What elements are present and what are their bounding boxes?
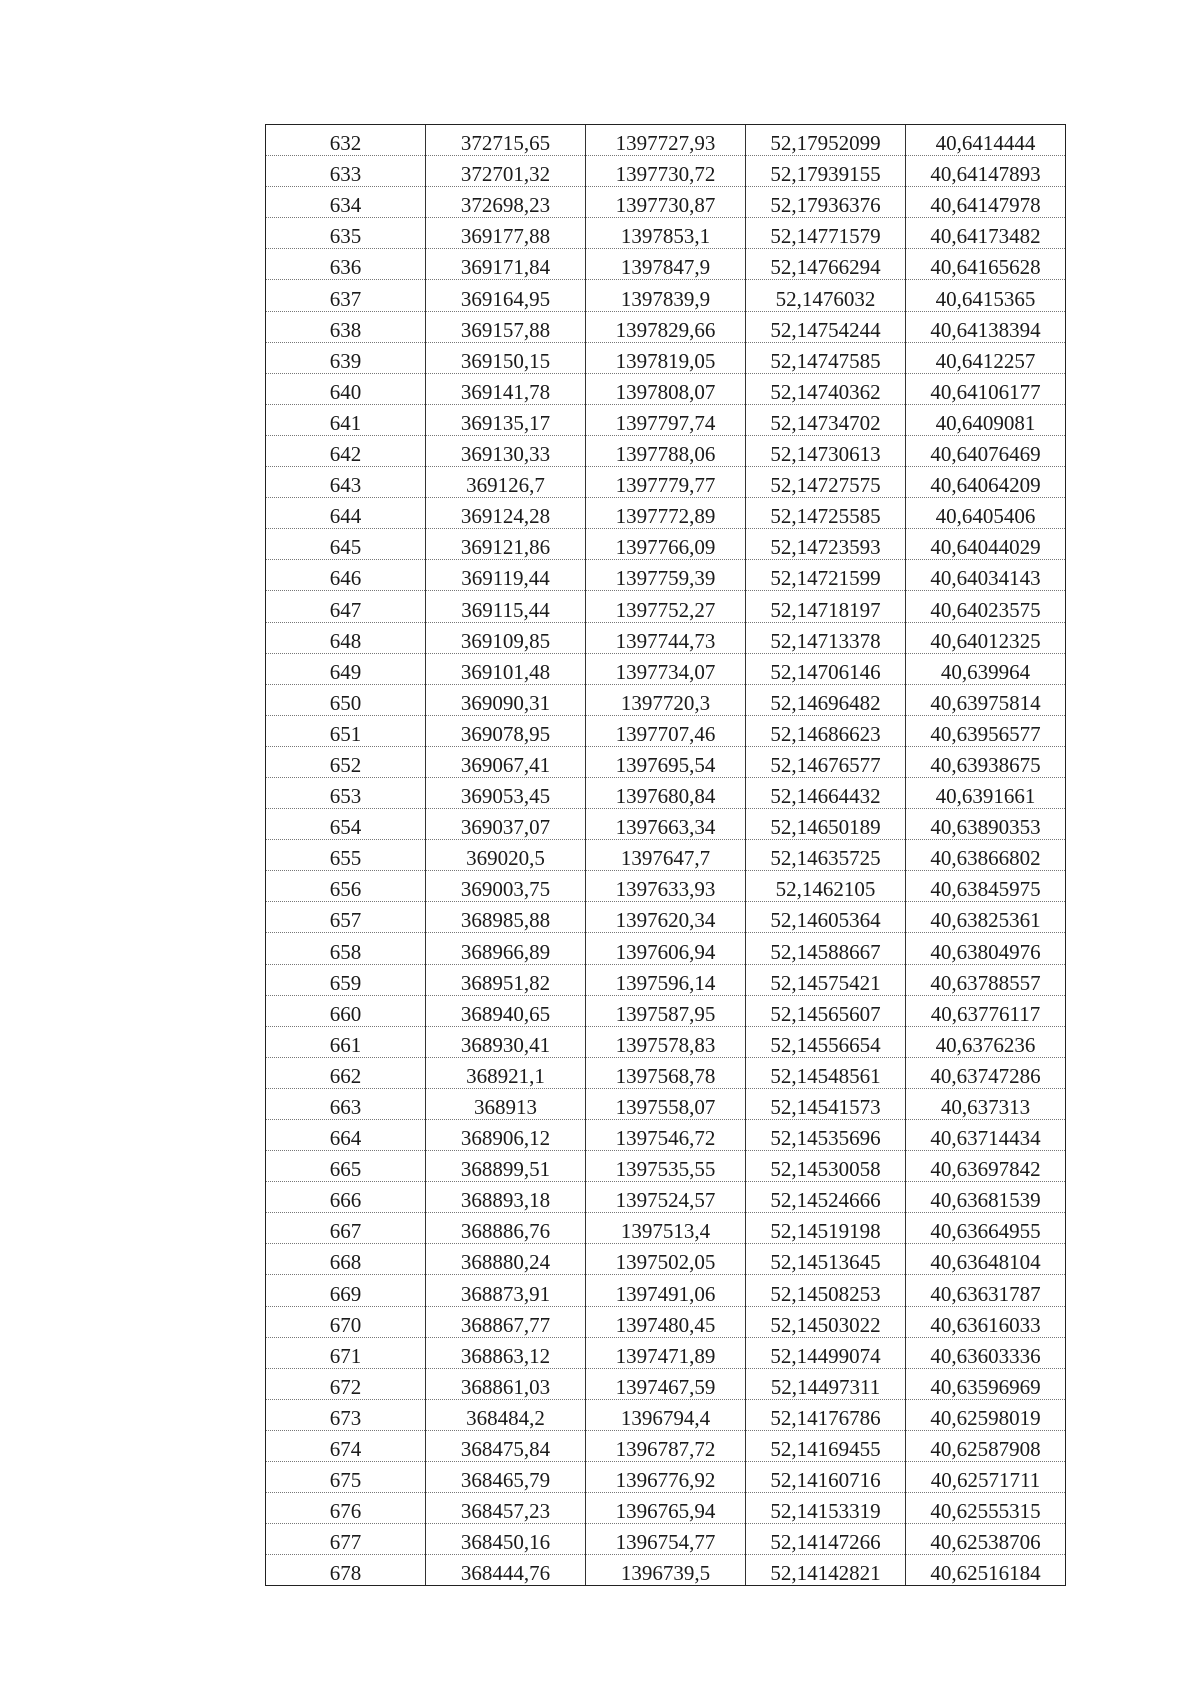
table-row: [266, 404, 1066, 435]
y-coordinate-cell: 1397839,9: [586, 280, 746, 311]
point-number-cell: 649: [266, 653, 426, 684]
longitude-cell: 40,63890353: [906, 809, 1066, 840]
table-row: [266, 1120, 1066, 1151]
y-coordinate-cell: 1396754,77: [586, 1524, 746, 1555]
table-row: [266, 840, 1066, 871]
x-coordinate-cell: 368465,79: [426, 1462, 586, 1493]
table-row: [266, 933, 1066, 964]
longitude-cell: 40,62571711: [906, 1462, 1066, 1493]
table-row: [266, 1026, 1066, 1057]
x-coordinate-cell: 369171,84: [426, 249, 586, 280]
table-row: [266, 622, 1066, 653]
x-coordinate-cell: 368940,65: [426, 995, 586, 1026]
y-coordinate-cell: 1397596,14: [586, 964, 746, 995]
longitude-cell: 40,63975814: [906, 684, 1066, 715]
table-row: [266, 498, 1066, 529]
y-coordinate-cell: 1397788,06: [586, 435, 746, 466]
longitude-cell: 40,6415365: [906, 280, 1066, 311]
point-number-cell: 677: [266, 1524, 426, 1555]
table-row: [266, 467, 1066, 498]
table-row: [266, 777, 1066, 808]
y-coordinate-cell: 1397720,3: [586, 684, 746, 715]
x-coordinate-cell: 368893,18: [426, 1182, 586, 1213]
table-row: [266, 871, 1066, 902]
x-coordinate-cell: 369115,44: [426, 591, 586, 622]
latitude-cell: 52,14730613: [746, 435, 906, 466]
latitude-cell: 52,17939155: [746, 156, 906, 187]
latitude-cell: 52,14664432: [746, 777, 906, 808]
x-coordinate-cell: 369003,75: [426, 871, 586, 902]
table-row: [266, 435, 1066, 466]
point-number-cell: 656: [266, 871, 426, 902]
point-number-cell: 634: [266, 187, 426, 218]
x-coordinate-cell: 368886,76: [426, 1213, 586, 1244]
point-number-cell: 650: [266, 684, 426, 715]
y-coordinate-cell: 1397730,72: [586, 156, 746, 187]
latitude-cell: 52,14153319: [746, 1493, 906, 1524]
table-row: [266, 715, 1066, 746]
point-number-cell: 667: [266, 1213, 426, 1244]
y-coordinate-cell: 1397752,27: [586, 591, 746, 622]
table-row: [266, 809, 1066, 840]
x-coordinate-cell: 368450,16: [426, 1524, 586, 1555]
table-row: [266, 746, 1066, 777]
latitude-cell: 52,14513645: [746, 1244, 906, 1275]
point-number-cell: 639: [266, 342, 426, 373]
table-row: [266, 249, 1066, 280]
point-number-cell: 669: [266, 1275, 426, 1306]
longitude-cell: 40,63714434: [906, 1120, 1066, 1151]
y-coordinate-cell: 1396765,94: [586, 1493, 746, 1524]
x-coordinate-cell: 369164,95: [426, 280, 586, 311]
y-coordinate-cell: 1396787,72: [586, 1430, 746, 1461]
y-coordinate-cell: 1397633,93: [586, 871, 746, 902]
latitude-cell: 52,14499074: [746, 1337, 906, 1368]
point-number-cell: 646: [266, 560, 426, 591]
longitude-cell: 40,639964: [906, 653, 1066, 684]
y-coordinate-cell: 1397513,4: [586, 1213, 746, 1244]
latitude-cell: 52,14176786: [746, 1399, 906, 1430]
longitude-cell: 40,63845975: [906, 871, 1066, 902]
x-coordinate-cell: 369150,15: [426, 342, 586, 373]
longitude-cell: 40,64106177: [906, 373, 1066, 404]
y-coordinate-cell: 1397707,46: [586, 715, 746, 746]
latitude-cell: 52,14497311: [746, 1368, 906, 1399]
y-coordinate-cell: 1397568,78: [586, 1057, 746, 1088]
longitude-cell: 40,63938675: [906, 746, 1066, 777]
x-coordinate-cell: 368880,24: [426, 1244, 586, 1275]
point-number-cell: 645: [266, 529, 426, 560]
point-number-cell: 673: [266, 1399, 426, 1430]
table-row: [266, 653, 1066, 684]
point-number-cell: 676: [266, 1493, 426, 1524]
y-coordinate-cell: 1397744,73: [586, 622, 746, 653]
x-coordinate-cell: 368985,88: [426, 902, 586, 933]
x-coordinate-cell: 369101,48: [426, 653, 586, 684]
table-row: [266, 1057, 1066, 1088]
x-coordinate-cell: 368951,82: [426, 964, 586, 995]
y-coordinate-cell: 1397663,34: [586, 809, 746, 840]
longitude-cell: 40,64012325: [906, 622, 1066, 653]
latitude-cell: 52,14740362: [746, 373, 906, 404]
table-row: [266, 218, 1066, 249]
point-number-cell: 658: [266, 933, 426, 964]
point-number-cell: 670: [266, 1306, 426, 1337]
longitude-cell: 40,64023575: [906, 591, 1066, 622]
y-coordinate-cell: 1396794,4: [586, 1399, 746, 1430]
table-row: [266, 280, 1066, 311]
x-coordinate-cell: 368966,89: [426, 933, 586, 964]
latitude-cell: 52,14747585: [746, 342, 906, 373]
y-coordinate-cell: 1397808,07: [586, 373, 746, 404]
longitude-cell: 40,64147893: [906, 156, 1066, 187]
x-coordinate-cell: 369109,85: [426, 622, 586, 653]
y-coordinate-cell: 1397606,94: [586, 933, 746, 964]
y-coordinate-cell: 1397730,87: [586, 187, 746, 218]
table-row: [266, 1337, 1066, 1368]
longitude-cell: 40,63596969: [906, 1368, 1066, 1399]
y-coordinate-cell: 1397502,05: [586, 1244, 746, 1275]
x-coordinate-cell: 369067,41: [426, 746, 586, 777]
latitude-cell: 52,1476032: [746, 280, 906, 311]
x-coordinate-cell: 369121,86: [426, 529, 586, 560]
point-number-cell: 648: [266, 622, 426, 653]
latitude-cell: 52,17952099: [746, 125, 906, 156]
latitude-cell: 52,14771579: [746, 218, 906, 249]
table-row: [266, 125, 1066, 156]
x-coordinate-cell: 372698,23: [426, 187, 586, 218]
y-coordinate-cell: 1397647,7: [586, 840, 746, 871]
x-coordinate-cell: 368873,91: [426, 1275, 586, 1306]
latitude-cell: 52,14535696: [746, 1120, 906, 1151]
point-number-cell: 668: [266, 1244, 426, 1275]
table-row: [266, 342, 1066, 373]
latitude-cell: 52,14727575: [746, 467, 906, 498]
point-number-cell: 675: [266, 1462, 426, 1493]
latitude-cell: 52,14721599: [746, 560, 906, 591]
longitude-cell: 40,64034143: [906, 560, 1066, 591]
longitude-cell: 40,63664955: [906, 1213, 1066, 1244]
point-number-cell: 640: [266, 373, 426, 404]
x-coordinate-cell: 369090,31: [426, 684, 586, 715]
latitude-cell: 52,14147266: [746, 1524, 906, 1555]
table-row: [266, 311, 1066, 342]
longitude-cell: 40,63631787: [906, 1275, 1066, 1306]
x-coordinate-cell: 372701,32: [426, 156, 586, 187]
point-number-cell: 657: [266, 902, 426, 933]
coordinates-table-body: [266, 125, 1066, 1586]
point-number-cell: 653: [266, 777, 426, 808]
point-number-cell: 659: [266, 964, 426, 995]
latitude-cell: 52,14508253: [746, 1275, 906, 1306]
table-row: [266, 156, 1066, 187]
table-row: [266, 560, 1066, 591]
point-number-cell: 636: [266, 249, 426, 280]
latitude-cell: 52,14541573: [746, 1088, 906, 1119]
longitude-cell: 40,63648104: [906, 1244, 1066, 1275]
table-row: [266, 964, 1066, 995]
x-coordinate-cell: 368863,12: [426, 1337, 586, 1368]
x-coordinate-cell: 372715,65: [426, 125, 586, 156]
x-coordinate-cell: 369124,28: [426, 498, 586, 529]
point-number-cell: 671: [266, 1337, 426, 1368]
table-row: [266, 684, 1066, 715]
point-number-cell: 652: [266, 746, 426, 777]
point-number-cell: 662: [266, 1057, 426, 1088]
latitude-cell: 52,1462105: [746, 871, 906, 902]
longitude-cell: 40,62587908: [906, 1430, 1066, 1461]
x-coordinate-cell: 369119,44: [426, 560, 586, 591]
y-coordinate-cell: 1397829,66: [586, 311, 746, 342]
point-number-cell: 644: [266, 498, 426, 529]
x-coordinate-cell: 369157,88: [426, 311, 586, 342]
table-row: [266, 1368, 1066, 1399]
point-number-cell: 678: [266, 1555, 426, 1586]
table-row: [266, 1399, 1066, 1430]
latitude-cell: 52,14723593: [746, 529, 906, 560]
y-coordinate-cell: 1397727,93: [586, 125, 746, 156]
point-number-cell: 647: [266, 591, 426, 622]
longitude-cell: 40,63825361: [906, 902, 1066, 933]
y-coordinate-cell: 1397524,57: [586, 1182, 746, 1213]
point-number-cell: 635: [266, 218, 426, 249]
x-coordinate-cell: 369037,07: [426, 809, 586, 840]
longitude-cell: 40,63788557: [906, 964, 1066, 995]
longitude-cell: 40,64044029: [906, 529, 1066, 560]
x-coordinate-cell: 369130,33: [426, 435, 586, 466]
y-coordinate-cell: 1397847,9: [586, 249, 746, 280]
table-row: [266, 1462, 1066, 1493]
y-coordinate-cell: 1397819,05: [586, 342, 746, 373]
longitude-cell: 40,64147978: [906, 187, 1066, 218]
longitude-cell: 40,6405406: [906, 498, 1066, 529]
x-coordinate-cell: 368475,84: [426, 1430, 586, 1461]
y-coordinate-cell: 1396739,5: [586, 1555, 746, 1586]
latitude-cell: 52,14676577: [746, 746, 906, 777]
latitude-cell: 52,14575421: [746, 964, 906, 995]
longitude-cell: 40,63697842: [906, 1151, 1066, 1182]
latitude-cell: 52,14686623: [746, 715, 906, 746]
y-coordinate-cell: 1397759,39: [586, 560, 746, 591]
point-number-cell: 666: [266, 1182, 426, 1213]
x-coordinate-cell: 368457,23: [426, 1493, 586, 1524]
point-number-cell: 664: [266, 1120, 426, 1151]
table-row: [266, 1524, 1066, 1555]
y-coordinate-cell: 1397491,06: [586, 1275, 746, 1306]
table-row: [266, 1275, 1066, 1306]
latitude-cell: 52,14169455: [746, 1430, 906, 1461]
longitude-cell: 40,62555315: [906, 1493, 1066, 1524]
x-coordinate-cell: 368930,41: [426, 1026, 586, 1057]
x-coordinate-cell: 368906,12: [426, 1120, 586, 1151]
y-coordinate-cell: 1396776,92: [586, 1462, 746, 1493]
y-coordinate-cell: 1397797,74: [586, 404, 746, 435]
point-number-cell: 655: [266, 840, 426, 871]
point-number-cell: 638: [266, 311, 426, 342]
y-coordinate-cell: 1397680,84: [586, 777, 746, 808]
table-row: [266, 529, 1066, 560]
table-row: [266, 995, 1066, 1026]
latitude-cell: 52,14503022: [746, 1306, 906, 1337]
latitude-cell: 52,14734702: [746, 404, 906, 435]
point-number-cell: 674: [266, 1430, 426, 1461]
table-row: [266, 1151, 1066, 1182]
latitude-cell: 52,17936376: [746, 187, 906, 218]
y-coordinate-cell: 1397695,54: [586, 746, 746, 777]
y-coordinate-cell: 1397587,95: [586, 995, 746, 1026]
longitude-cell: 40,6409081: [906, 404, 1066, 435]
point-number-cell: 665: [266, 1151, 426, 1182]
point-number-cell: 651: [266, 715, 426, 746]
longitude-cell: 40,63616033: [906, 1306, 1066, 1337]
table-row: [266, 1555, 1066, 1586]
latitude-cell: 52,14530058: [746, 1151, 906, 1182]
x-coordinate-cell: 368913: [426, 1088, 586, 1119]
point-number-cell: 660: [266, 995, 426, 1026]
point-number-cell: 663: [266, 1088, 426, 1119]
longitude-cell: 40,64138394: [906, 311, 1066, 342]
longitude-cell: 40,637313: [906, 1088, 1066, 1119]
table-row: [266, 373, 1066, 404]
longitude-cell: 40,63804976: [906, 933, 1066, 964]
longitude-cell: 40,6376236: [906, 1026, 1066, 1057]
latitude-cell: 52,14725585: [746, 498, 906, 529]
coordinates-table: [265, 124, 1066, 1586]
y-coordinate-cell: 1397480,45: [586, 1306, 746, 1337]
y-coordinate-cell: 1397546,72: [586, 1120, 746, 1151]
latitude-cell: 52,14605364: [746, 902, 906, 933]
point-number-cell: 642: [266, 435, 426, 466]
table-row: [266, 1306, 1066, 1337]
table-row: [266, 591, 1066, 622]
longitude-cell: 40,63776117: [906, 995, 1066, 1026]
longitude-cell: 40,62516184: [906, 1555, 1066, 1586]
point-number-cell: 643: [266, 467, 426, 498]
x-coordinate-cell: 368444,76: [426, 1555, 586, 1586]
y-coordinate-cell: 1397535,55: [586, 1151, 746, 1182]
x-coordinate-cell: 368484,2: [426, 1399, 586, 1430]
table-row: [266, 1088, 1066, 1119]
point-number-cell: 661: [266, 1026, 426, 1057]
x-coordinate-cell: 369078,95: [426, 715, 586, 746]
y-coordinate-cell: 1397471,89: [586, 1337, 746, 1368]
longitude-cell: 40,6414444: [906, 125, 1066, 156]
longitude-cell: 40,6412257: [906, 342, 1066, 373]
table-row: [266, 1213, 1066, 1244]
longitude-cell: 40,63866802: [906, 840, 1066, 871]
table-row: [266, 1244, 1066, 1275]
point-number-cell: 641: [266, 404, 426, 435]
longitude-cell: 40,64064209: [906, 467, 1066, 498]
y-coordinate-cell: 1397853,1: [586, 218, 746, 249]
latitude-cell: 52,14548561: [746, 1057, 906, 1088]
point-number-cell: 654: [266, 809, 426, 840]
y-coordinate-cell: 1397766,09: [586, 529, 746, 560]
longitude-cell: 40,63681539: [906, 1182, 1066, 1213]
longitude-cell: 40,62598019: [906, 1399, 1066, 1430]
y-coordinate-cell: 1397779,77: [586, 467, 746, 498]
point-number-cell: 637: [266, 280, 426, 311]
latitude-cell: 52,14565607: [746, 995, 906, 1026]
longitude-cell: 40,62538706: [906, 1524, 1066, 1555]
x-coordinate-cell: 368861,03: [426, 1368, 586, 1399]
y-coordinate-cell: 1397734,07: [586, 653, 746, 684]
longitude-cell: 40,64173482: [906, 218, 1066, 249]
longitude-cell: 40,63956577: [906, 715, 1066, 746]
y-coordinate-cell: 1397467,59: [586, 1368, 746, 1399]
x-coordinate-cell: 368921,1: [426, 1057, 586, 1088]
y-coordinate-cell: 1397772,89: [586, 498, 746, 529]
point-number-cell: 672: [266, 1368, 426, 1399]
y-coordinate-cell: 1397578,83: [586, 1026, 746, 1057]
table-row: [266, 1493, 1066, 1524]
table-row: [266, 1430, 1066, 1461]
latitude-cell: 52,14718197: [746, 591, 906, 622]
latitude-cell: 52,14588667: [746, 933, 906, 964]
latitude-cell: 52,14713378: [746, 622, 906, 653]
x-coordinate-cell: 368867,77: [426, 1306, 586, 1337]
longitude-cell: 40,64165628: [906, 249, 1066, 280]
latitude-cell: 52,14556654: [746, 1026, 906, 1057]
longitude-cell: 40,64076469: [906, 435, 1066, 466]
table-row: [266, 902, 1066, 933]
longitude-cell: 40,63603336: [906, 1337, 1066, 1368]
latitude-cell: 52,14754244: [746, 311, 906, 342]
x-coordinate-cell: 369020,5: [426, 840, 586, 871]
longitude-cell: 40,6391661: [906, 777, 1066, 808]
x-coordinate-cell: 368899,51: [426, 1151, 586, 1182]
x-coordinate-cell: 369135,17: [426, 404, 586, 435]
x-coordinate-cell: 369053,45: [426, 777, 586, 808]
latitude-cell: 52,14524666: [746, 1182, 906, 1213]
latitude-cell: 52,14142821: [746, 1555, 906, 1586]
point-number-cell: 633: [266, 156, 426, 187]
latitude-cell: 52,14696482: [746, 684, 906, 715]
latitude-cell: 52,14706146: [746, 653, 906, 684]
latitude-cell: 52,14650189: [746, 809, 906, 840]
y-coordinate-cell: 1397558,07: [586, 1088, 746, 1119]
point-number-cell: 632: [266, 125, 426, 156]
longitude-cell: 40,63747286: [906, 1057, 1066, 1088]
latitude-cell: 52,14519198: [746, 1213, 906, 1244]
table-row: [266, 1182, 1066, 1213]
x-coordinate-cell: 369177,88: [426, 218, 586, 249]
table-row: [266, 187, 1066, 218]
x-coordinate-cell: 369126,7: [426, 467, 586, 498]
y-coordinate-cell: 1397620,34: [586, 902, 746, 933]
latitude-cell: 52,14160716: [746, 1462, 906, 1493]
latitude-cell: 52,14766294: [746, 249, 906, 280]
x-coordinate-cell: 369141,78: [426, 373, 586, 404]
latitude-cell: 52,14635725: [746, 840, 906, 871]
